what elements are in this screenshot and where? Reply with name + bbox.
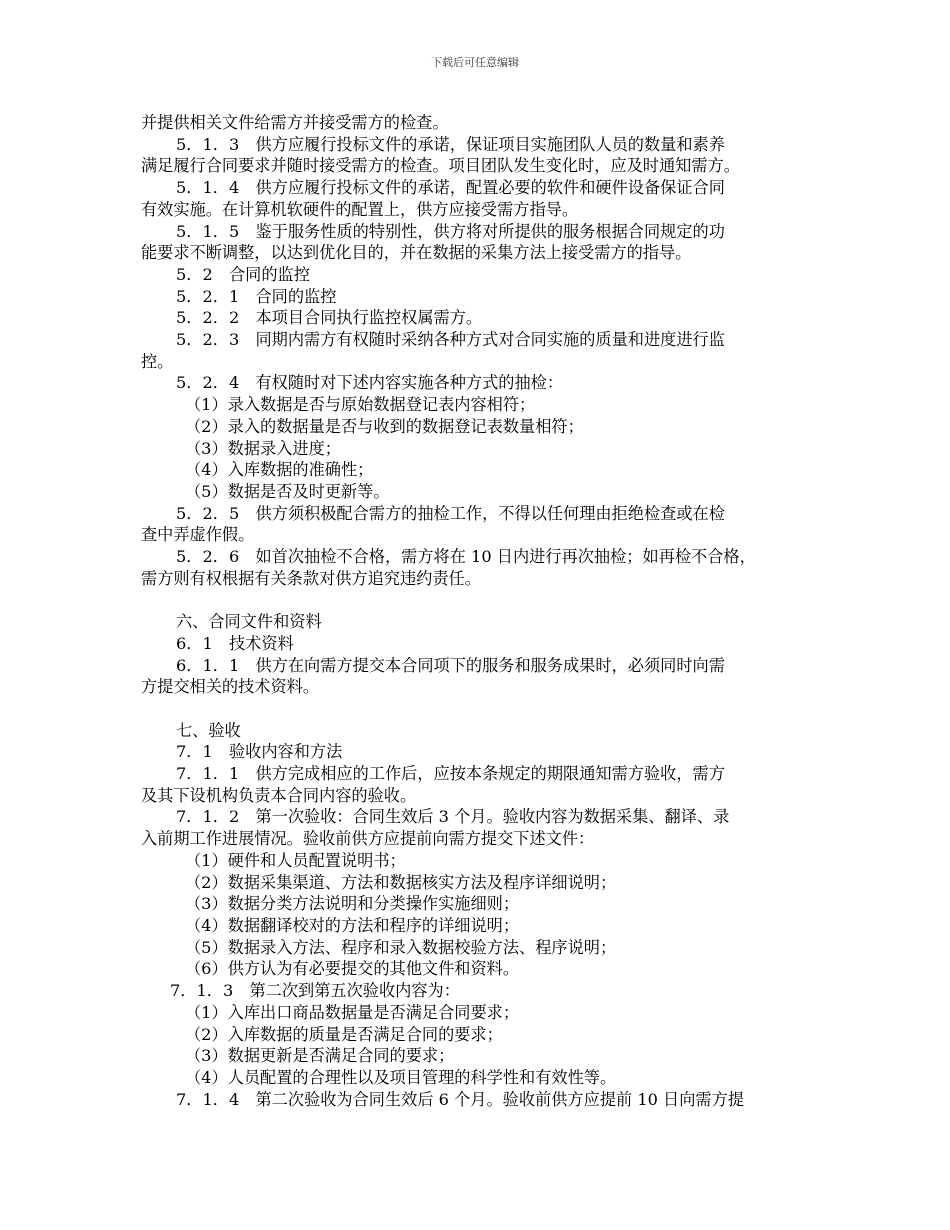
blank-line <box>141 589 811 611</box>
text-line: 能要求不断调整，以达到优化目的，并在数据的采集方法上接受需方的指导。 <box>141 243 692 263</box>
text-line: 控。 <box>141 351 174 371</box>
text-line: （4）人员配置的合理性以及项目管理的科学性和有效性等。 <box>185 1067 617 1087</box>
text-line: （3）数据更新是否满足合同的要求； <box>185 1046 455 1066</box>
text-line: 方提交相关的技术资料。 <box>141 677 320 697</box>
text-line: 5．2．4 有权随时对下述内容实施各种方式的抽检： <box>176 373 564 393</box>
text-line: （6）供方认为有必要提交的其他文件和资料。 <box>185 959 520 979</box>
text-line: 有效实施。在计算机软硬件的配置上，供方应接受需方指导。 <box>141 199 579 219</box>
text-line: 5．1．4 供方应履行投标文件的承诺，配置必要的软件和硬件设备保证合同 <box>176 178 725 198</box>
text-line: 7．1 验收内容和方法 <box>176 742 343 762</box>
text-line: 查中弄虚作假。 <box>141 525 255 545</box>
text-line: 5．1．5 鉴于服务性质的特别性，供方将对所提供的服务根据合同规定的功 <box>176 221 725 241</box>
text-line: 七、验收 <box>176 720 241 740</box>
text-line: 7．1．1 供方完成相应的工作后，应按本条规定的期限通知需方验收，需方 <box>176 764 725 784</box>
text-line: 5．2．5 供方须积极配合需方的抽检工作，不得以任何理由拒绝检查或在检 <box>176 503 725 523</box>
text-line: 7．1．2 第一次验收：合同生效后 3 个月。验收内容为数据采集、翻译、录 <box>176 807 730 827</box>
text-line: （3）数据分类方法说明和分类操作实施细则； <box>185 894 520 914</box>
text-line: （2）录入的数据量是否与收到的数据登记表数量相符； <box>185 416 584 436</box>
text-line: （1）入库出口商品数据量是否满足合同要求； <box>185 1002 520 1022</box>
text-line: 六、合同文件和资料 <box>176 612 322 632</box>
text-line: 5．2．2 本项目合同执行监控权属需方。 <box>176 308 483 328</box>
text-line: 7．1．4 第二次验收为合同生效后 6 个月。验收前供方应提前 10 日向需方提 <box>176 1089 744 1109</box>
text-line: （4）数据翻译校对的方法和程序的详细说明； <box>185 915 520 935</box>
text-line: 5．1．3 供方应履行投标文件的承诺，保证项目实施团队人员的数量和素养 <box>176 134 725 154</box>
text-line: （5）数据录入方法、程序和录入数据校验方法、程序说明； <box>185 937 617 957</box>
document-body <box>141 112 811 1110</box>
text-line: （1）录入数据是否与原始数据登记表内容相符； <box>185 395 536 415</box>
text-line: 及其下设机构负责本合同内容的验收。 <box>141 785 417 805</box>
text-line: 5．2 合同的监控 <box>176 264 310 284</box>
page-header: 下载后可任意编辑 <box>431 56 519 69</box>
text-line: （1）硬件和人员配置说明书； <box>185 850 406 870</box>
text-line: 7．1．3 第二次到第五次验收内容为： <box>170 981 460 1001</box>
text-line: 6．1．1 供方在向需方提交本合同项下的服务和服务成果时，必须同时向需 <box>176 655 725 675</box>
text-line: （4）入库数据的准确性； <box>185 460 374 480</box>
text-line: （5）数据是否及时更新等。 <box>185 481 390 501</box>
text-line: 5．2．6 如首次抽检不合格，需方将在 10 日内进行再次抽检；如再检不合格， <box>176 547 756 567</box>
text-line: 满足履行合同要求并随时接受需方的检查。项目团队发生变化时，应及时通知需方。 <box>141 156 740 176</box>
blank-line <box>141 698 811 720</box>
text-line: （2）入库数据的质量是否满足合同的要求； <box>185 1024 503 1044</box>
text-line: （3）数据录入进度； <box>185 438 341 458</box>
text-line: 6．1 技术资料 <box>176 633 294 653</box>
text-line: 5．2．1 合同的监控 <box>176 286 337 306</box>
text-line: 需方则有权根据有关条款对供方追究违约责任。 <box>141 568 481 588</box>
text-line: （2）数据采集渠道、方法和数据核实方法及程序详细说明； <box>185 872 617 892</box>
text-line: 并提供相关文件给需方并接受需方的检查。 <box>141 113 449 132</box>
text-line: 5．2．3 同期内需方有权随时采纳各种方式对合同实施的质量和进度进行监 <box>176 330 725 350</box>
text-line: 入前期工作进展情况。验收前供方应提前向需方提交下述文件： <box>141 829 595 849</box>
